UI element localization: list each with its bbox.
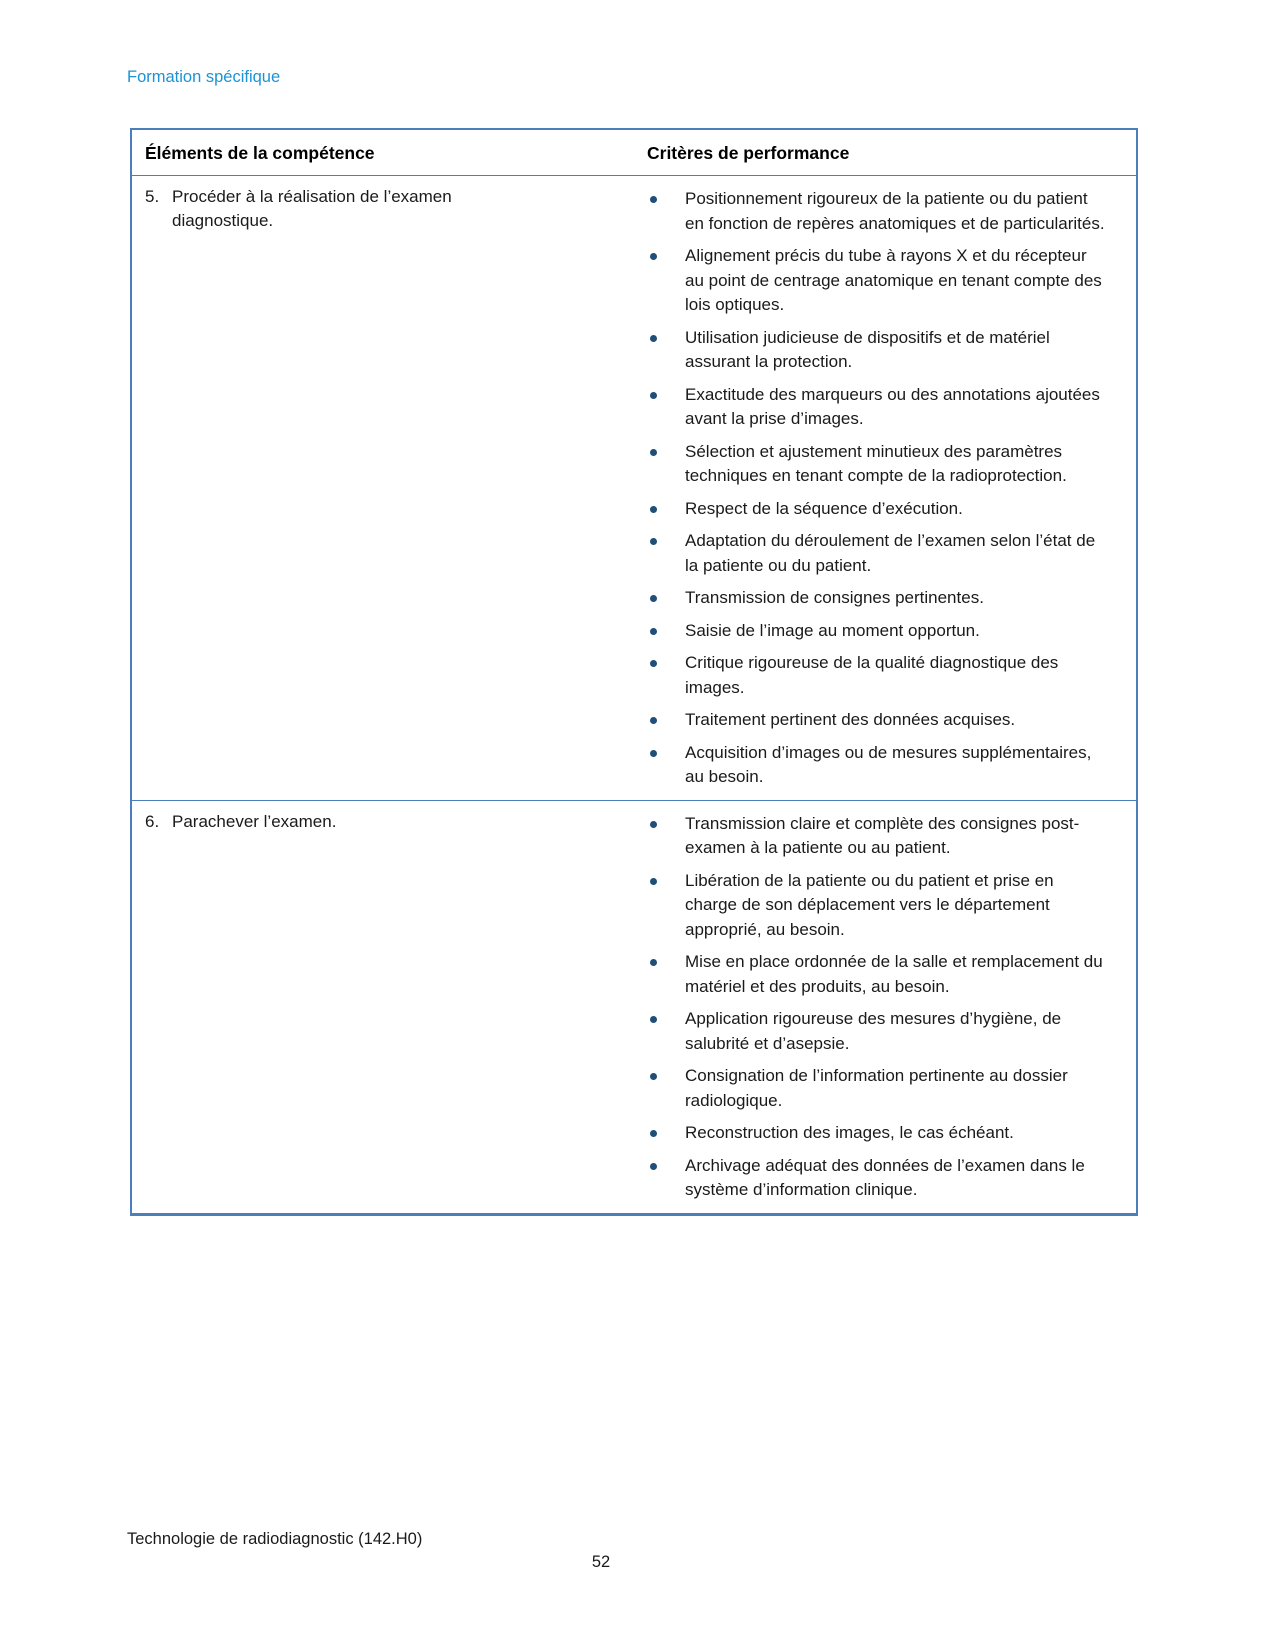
criterion-text: Transmission de consignes pertinentes. [685,588,984,607]
bullet-icon [647,812,685,836]
bullet-icon [647,708,685,732]
section-header: Formation spécifique [127,68,281,86]
criterion-item [647,1007,1106,1056]
table-row [132,176,1136,800]
bullet-icon [647,586,685,610]
criterion-text: Acquisition d’images ou de mesures supplémentaires, au besoin. [685,742,1092,786]
criterion-text: Saisie de l’image au moment opportun. [685,620,980,640]
criterion-item [647,187,1106,236]
column-header-criteria: Critères de performance [647,143,850,163]
criterion-item [647,383,1106,432]
bullet-icon [647,741,685,765]
element-cell [132,176,622,800]
criterion-item [647,1121,1106,1146]
criterion-item [647,869,1106,943]
bullet-icon [647,1121,685,1145]
column-header-elements: Éléments de la compétence [145,143,375,163]
criterion-item [647,1064,1106,1113]
bullet-icon [647,497,685,521]
criterion-text: Utilisation judicieuse de dispositifs et de matériel assurant la protection. [685,327,1050,371]
bullet-icon [647,619,685,643]
bullet-icon [647,1064,685,1088]
criterion-item [647,950,1106,999]
element-cell [132,801,622,1213]
criterion-item [647,497,1106,522]
element-number: 6. [145,811,160,831]
criterion-text: Adaptation du déroulement de l’examen selon l’état de la patiente ou du patient. [685,531,1096,575]
criterion-text: Alignement précis du tube à rayons X et du récepteur au point de centrage anatomique en tenant compte des lois optiques. [685,246,1102,314]
criterion-item [647,1154,1106,1203]
bullet-icon [647,1007,685,1031]
bullet-icon [647,383,685,407]
criterion-item [647,741,1106,790]
criterion-text: Reconstruction des images, le cas échéant. [685,1123,1014,1142]
criterion-text: Critique rigoureuse de la qualité diagnostique des images. [685,653,1059,697]
bullet-icon [647,1154,685,1178]
criterion-text: Sélection et ajustement minutieux des paramètres techniques en tenant compte de la radioprotection. [685,441,1067,485]
criterion-item [647,440,1106,489]
criterion-text: Respect de la séquence d’exécution. [685,498,963,518]
bullet-icon [647,651,685,675]
criterion-text: Mise en place ordonnée de la salle et remplacement du matériel et des produits, au besoin. [685,952,1103,996]
criterion-text: Exactitude des marqueurs ou des annotations ajoutées avant la prise d’images. [685,384,1100,428]
bullet-icon [647,950,685,974]
element-text: Parachever l’examen. [172,811,337,831]
table-row [132,800,1136,1213]
criterion-text: Traitement pertinent des données acquises. [685,710,1016,729]
criterion-text: Application rigoureuse des mesures d’hygiène, de salubrité et d’asepsie. [685,1009,1062,1053]
criterion-item [647,244,1106,318]
bullet-icon [647,187,685,211]
criteria-list [647,812,1106,1203]
criterion-text: Archivage adéquat des données de l’examen dans le système d’information clinique. [685,1155,1085,1199]
element-number: 5. [145,187,160,206]
table-body [132,176,1136,1213]
criterion-text: Transmission claire et complète des consignes post-examen à la patiente ou au patient. [685,813,1080,857]
criterion-item [647,812,1106,861]
bullet-icon [647,869,685,893]
page-number: 52 [591,1553,611,1571]
criterion-item [647,586,1106,611]
criterion-item [647,529,1106,578]
criterion-item [647,326,1106,375]
criterion-item [647,708,1106,733]
bullet-icon [647,529,685,553]
criterion-text: Consignation de l’information pertinente au dossier radiologique. [685,1066,1068,1110]
element-text: Procéder à la réalisation de l’examen diagnostique. [172,187,452,230]
criterion-item [647,619,1106,644]
criteria-cell [622,801,1136,1213]
bullet-icon [647,326,685,350]
footer-program-label: Technologie de radiodiagnostic (142.H0) [127,1530,423,1548]
criterion-text: Libération de la patiente ou du patient et prise en charge de son déplacement vers le département approprié, au besoin. [685,870,1054,939]
bullet-icon [647,440,685,464]
table-header-row [132,130,1136,176]
competence-table [130,128,1138,1216]
criterion-text: Positionnement rigoureux de la patiente ou du patient en fonction de repères anatomiques et de particularités. [685,189,1105,233]
bullet-icon [647,244,685,268]
criteria-cell [622,176,1136,800]
criteria-list [647,187,1106,790]
criterion-item [647,651,1106,700]
